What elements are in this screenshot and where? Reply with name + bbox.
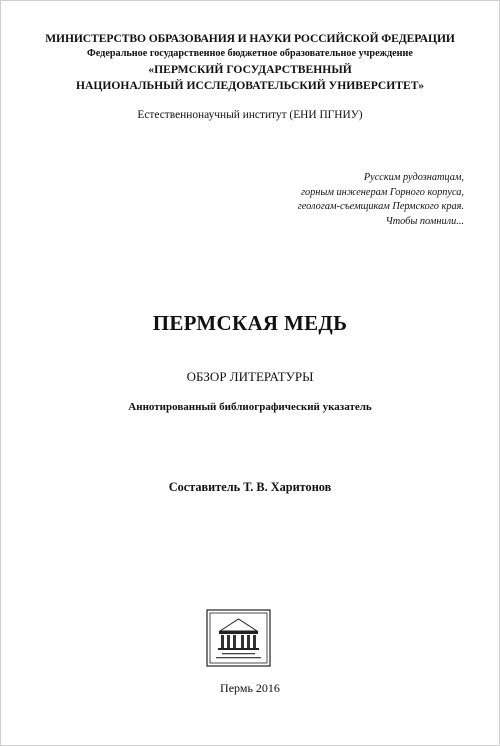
university-name-line2: НАЦИОНАЛЬНЫЙ ИССЛЕДОВАТЕЛЬСКИЙ УНИВЕРСИТЕТ» [75, 79, 424, 92]
epigraph [298, 171, 464, 229]
book-subtitle: ОБЗОР ЛИТЕРАТУРЫ [186, 369, 314, 384]
university-name-line1: «ПЕРМСКИЙ ГОСУДАРСТВЕННЫЙ [148, 63, 352, 76]
institution-type: Федеральное государственное бюджетное образовательное учреждение [87, 48, 413, 59]
epigraph-line: Чтобы помнили... [385, 215, 464, 227]
publishing-center-logo-icon [206, 609, 271, 667]
city-and-year: Пермь 2016 [220, 681, 280, 695]
institute-name: Естественнонаучный институт (ЕНИ ПГНИУ) [137, 109, 363, 121]
ministry-heading: МИНИСТЕРСТВО ОБРАЗОВАНИЯ И НАУКИ РОССИЙСКОЙ ФЕДЕРАЦИИ [45, 32, 455, 45]
compiler-name: Составитель Т. В. Харитонов [168, 480, 332, 494]
epigraph-line: геологам-съемщикам Пермского края. [297, 201, 464, 212]
epigraph-line: Русским рудознатцам, [363, 172, 464, 183]
book-title: ПЕРМСКАЯ МЕДЬ [152, 311, 348, 335]
epigraph-line: горным инженерам Горного корпуса, [300, 186, 464, 198]
book-annotation: Аннотированный библиографический указатель [128, 401, 372, 413]
